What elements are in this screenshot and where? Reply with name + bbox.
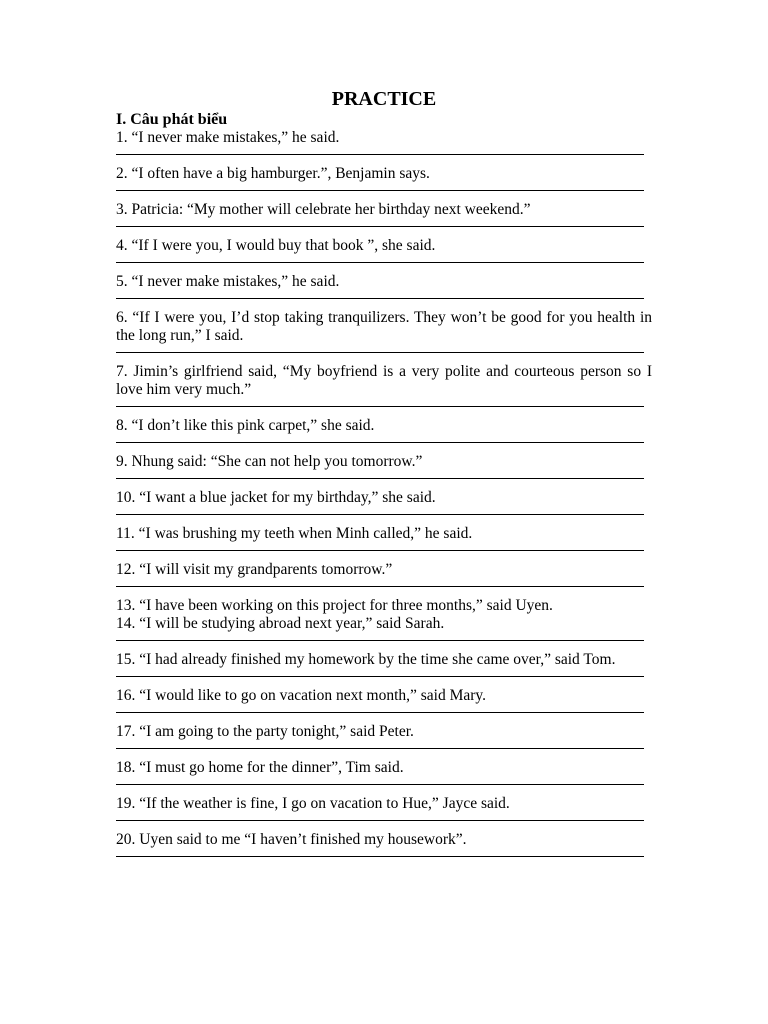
answer-line-14[interactable] bbox=[116, 633, 652, 651]
exercise-item-5: 5. “I never make mistakes,” he said. bbox=[116, 273, 340, 290]
answer-line-1[interactable] bbox=[116, 147, 652, 165]
exercise-item-17: 17. “I am going to the party tonight,” said Peter. bbox=[116, 723, 414, 740]
exercise-item-11: 11. “I was brushing my teeth when Minh called,” he said. bbox=[116, 525, 473, 542]
exercise-content bbox=[116, 111, 652, 867]
answer-line-19[interactable] bbox=[116, 813, 652, 831]
answer-line-3[interactable] bbox=[116, 219, 652, 237]
answer-line-18[interactable] bbox=[116, 777, 652, 795]
exercise-item-18: 18. “I must go home for the dinner”, Tim said. bbox=[116, 759, 404, 776]
exercise-item-12: 12. “I will visit my grandparents tomorrow.” bbox=[116, 561, 393, 578]
answer-line-16[interactable] bbox=[116, 705, 652, 723]
answer-line-5[interactable] bbox=[116, 291, 652, 309]
exercise-item-13: 13. “I have been working on this project for three months,” said Uyen. bbox=[116, 597, 553, 614]
exercise-item-20: 20. Uyen said to me “I haven’t finished my housework”. bbox=[116, 831, 467, 848]
exercise-item-7: 7. Jimin’s girlfriend said, “My boyfriend is a very polite and courteous person so I love him very much.” bbox=[116, 363, 652, 398]
exercise-item-15: 15. “I had already finished my homework by the time she came over,” said Tom. bbox=[116, 651, 616, 668]
answer-line-7[interactable] bbox=[116, 399, 652, 417]
section-heading: I. Câu phát biểu bbox=[116, 111, 228, 128]
answer-line-20[interactable] bbox=[116, 849, 652, 867]
exercise-item-10: 10. “I want a blue jacket for my birthday,” she said. bbox=[116, 489, 436, 506]
exercise-item-4: 4. “If I were you, I would buy that book ”, she said. bbox=[116, 237, 436, 254]
answer-line-8[interactable] bbox=[116, 435, 652, 453]
page-title: PRACTICE bbox=[331, 88, 437, 110]
exercise-item-14: 14. “I will be studying abroad next year,” said Sarah. bbox=[116, 615, 445, 632]
answer-line-11[interactable] bbox=[116, 543, 652, 561]
answer-line-15[interactable] bbox=[116, 669, 652, 687]
exercise-item-3: 3. Patricia: “My mother will celebrate her birthday next weekend.” bbox=[116, 201, 531, 218]
exercise-item-19: 19. “If the weather is fine, I go on vacation to Hue,” Jayce said. bbox=[116, 795, 510, 812]
answer-line-17[interactable] bbox=[116, 741, 652, 759]
exercise-item-16: 16. “I would like to go on vacation next month,” said Mary. bbox=[116, 687, 487, 704]
exercise-item-8: 8. “I don’t like this pink carpet,” she said. bbox=[116, 417, 375, 434]
answer-line-4[interactable] bbox=[116, 255, 652, 273]
answer-line-12[interactable] bbox=[116, 579, 652, 597]
answer-line-2[interactable] bbox=[116, 183, 652, 201]
answer-line-6[interactable] bbox=[116, 345, 652, 363]
answer-line-9[interactable] bbox=[116, 471, 652, 489]
exercise-item-9: 9. Nhung said: “She can not help you tomorrow.” bbox=[116, 453, 423, 470]
exercise-item-6: 6. “If I were you, I’d stop taking tranquilizers. They won’t be good for you health in the long run,” I said. bbox=[116, 309, 652, 344]
answer-line-10[interactable] bbox=[116, 507, 652, 525]
exercise-item-2: 2. “I often have a big hamburger.”, Benjamin says. bbox=[116, 165, 430, 182]
exercise-item-1: 1. “I never make mistakes,” he said. bbox=[116, 129, 340, 146]
